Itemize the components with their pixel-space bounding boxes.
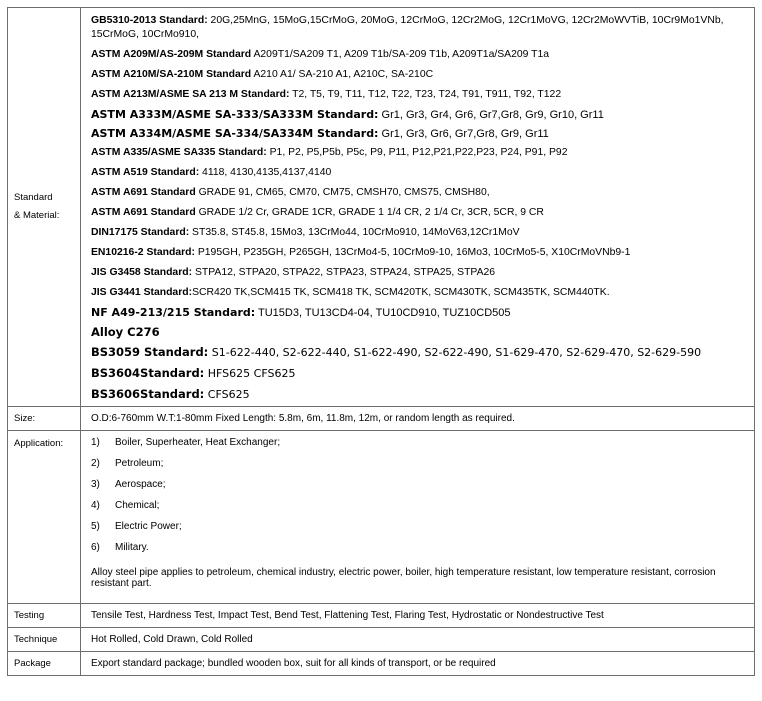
application-item-text: Aerospace; (115, 479, 166, 490)
standard-label-line2: & Material: (14, 210, 60, 221)
standard-grades: A210 A1/ SA-210 A1, A210C, SA-210C (251, 69, 434, 80)
package-row (8, 652, 755, 676)
standard-line (91, 14, 748, 42)
standard-line (91, 345, 748, 360)
standard-name: BS3059 Standard: (91, 345, 209, 359)
application-item (91, 521, 748, 542)
standard-grades: 20G,25MnG, 15MoG,15CrMoG, 20MoG, 12CrMoG, 12Cr2MoG, 12Cr1MoVG, 12Cr2MoWVTiB, 10Cr9Mo1VNb, 15CrMoG, 10CrMo910, (91, 15, 724, 40)
size-label: Size: (8, 407, 81, 431)
standard-line (91, 366, 748, 381)
standard-line (91, 306, 748, 320)
standard-line (91, 186, 748, 200)
standard-grades: GRADE 91, CM65, CM70, CM75, CMSH70, CMS75, CMSH80, (195, 187, 490, 198)
standard-line (91, 206, 748, 220)
standard-line (91, 266, 748, 280)
technique-label: Technique (8, 628, 81, 652)
application-item-number: 2) (91, 458, 100, 469)
standard-name: ASTM A334M/ASME SA-334/SA334M Standard: (91, 127, 379, 140)
application-item (91, 479, 748, 500)
standard-name: JIS G3458 Standard: (91, 267, 193, 278)
standard-line (91, 166, 748, 180)
standard-material-row (8, 8, 755, 407)
application-item-number: 6) (91, 542, 100, 553)
standard-line (91, 88, 748, 102)
standard-grades: ST35.8, ST45.8, 15Mo3, 13CrMo44, 10CrMo910, 14MoV63,12Cr1MoV (189, 227, 520, 238)
application-item-number: 4) (91, 500, 100, 511)
size-value: O.D:6-760mm W.T:1-80mm Fixed Length: 5.8m, 6m, 11.8m, 12m, or random length as required. (81, 407, 755, 431)
standard-line (91, 68, 748, 82)
application-content (81, 431, 755, 604)
testing-label: Testing (8, 604, 81, 628)
standard-line (91, 246, 748, 260)
standard-name: ASTM A335/ASME SA335 Standard: (91, 147, 267, 158)
standard-grades: S1-622-440, S2-622-440, S1-622-490, S2-622-490, S1-629-470, S2-629-470, S2-629-590 (208, 346, 702, 359)
standard-line (91, 48, 748, 62)
standard-name: ASTM A209M/AS-209M Standard (91, 49, 252, 60)
alloy-c276: Alloy C276 (91, 325, 160, 339)
application-item-text: Electric Power; (115, 521, 182, 532)
testing-value: Tensile Test, Hardness Test, Impact Test, Bend Test, Flattening Test, Flaring Test, Hydrostatic or Nondestructive Test (81, 604, 755, 628)
standard-grades: Gr1, Gr3, Gr4, Gr6, Gr7,Gr8, Gr9, Gr10, Gr11 (378, 109, 604, 121)
standard-name: BS3606Standard: (91, 387, 205, 401)
application-item-number: 1) (91, 437, 100, 448)
standard-name: DIN17175 Standard: (91, 227, 190, 238)
size-row (8, 407, 755, 431)
standard-grades: T2, T5, T9, T11, T12, T22, T23, T24, T91, T911, T92, T122 (289, 89, 562, 100)
standard-grades: SCR420 TK,SCM415 TK, SCM418 TK, SCM420TK, SCM430TK, SCM435TK, SCM440TK. (192, 287, 610, 298)
standard-line (91, 108, 748, 122)
application-item-number: 5) (91, 521, 100, 532)
standard-grades: 4118, 4130,4135,4137,4140 (199, 167, 332, 178)
standard-grades: TU15D3, TU13CD4-04, TU10CD910, TUZ10CD505 (255, 307, 511, 319)
standard-grades: CFS625 (204, 388, 250, 401)
application-summary: Alloy steel pipe applies to petroleum, chemical industry, electric power, boiler, high temperature resistant, low temperature resistant, corrosion resistant part. (91, 567, 716, 589)
standard-line (91, 387, 748, 402)
standard-grades: A209T1/SA209 T1, A209 T1b/SA-209 T1b, A209T1a/SA209 T1a (251, 49, 550, 60)
standard-grades: P195GH, P235GH, P265GH, 13CrMo4-5, 10CrMo9-10, 16Mo3, 10CrMo5-5, X10CrMoVNb9-1 (194, 247, 631, 258)
application-item (91, 542, 748, 563)
standard-grades: STPA12, STPA20, STPA22, STPA23, STPA24, STPA25, STPA26 (192, 267, 496, 278)
testing-row (8, 604, 755, 628)
application-item-text: Chemical; (115, 500, 160, 511)
technique-value: Hot Rolled, Cold Drawn, Cold Rolled (81, 628, 755, 652)
standard-name: BS3604Standard: (91, 366, 205, 380)
application-item-text: Petroleum; (115, 458, 164, 469)
spec-table (7, 7, 755, 676)
application-item (91, 458, 748, 479)
standard-line (91, 286, 748, 300)
application-item-number: 3) (91, 479, 100, 490)
application-label: Application: (8, 431, 81, 604)
standard-line (91, 146, 748, 160)
standard-name: ASTM A213M/ASME SA 213 M Standard: (91, 89, 290, 100)
standard-grades: GRADE 1/2 Cr, GRADE 1CR, GRADE 1 1/4 CR, 2 1/4 Cr, 3CR, 5CR, 9 CR (195, 207, 544, 218)
application-item (91, 437, 748, 458)
standard-name: EN10216-2 Standard: (91, 247, 195, 258)
package-label: Package (8, 652, 81, 676)
standard-label-line1: Standard (14, 192, 53, 203)
standard-grades: Gr1, Gr3, Gr6, Gr7,Gr8, Gr9, Gr11 (378, 128, 549, 140)
standard-name: ASTM A519 Standard: (91, 167, 200, 178)
standard-line (91, 127, 748, 141)
standard-line (91, 226, 748, 240)
standard-material-label (8, 8, 81, 407)
standard-grades: P1, P2, P5,P5b, P5c, P9, P11, P12,P21,P22,P23, P24, P91, P92 (266, 147, 568, 158)
technique-row (8, 628, 755, 652)
application-item-text: Boiler, Superheater, Heat Exchanger; (115, 437, 281, 448)
standard-grades: HFS625 CFS625 (204, 367, 296, 380)
package-value: Export standard package; bundled wooden box, suit for all kinds of transport, or be required (81, 652, 755, 676)
standard-name: ASTM A691 Standard (91, 187, 196, 198)
standard-name: JIS G3441 Standard: (91, 287, 193, 298)
standard-material-content (81, 8, 755, 407)
standard-name: ASTM A333M/ASME SA-333/SA333M Standard: (91, 108, 379, 121)
application-row (8, 431, 755, 604)
application-item-text: Military. (115, 542, 149, 553)
standard-name: NF A49-213/215 Standard: (91, 306, 256, 319)
standard-name: GB5310-2013 Standard: (91, 15, 208, 26)
standard-name: ASTM A210M/SA-210M Standard (91, 69, 252, 80)
application-item (91, 500, 748, 521)
standard-name: ASTM A691 Standard (91, 207, 196, 218)
